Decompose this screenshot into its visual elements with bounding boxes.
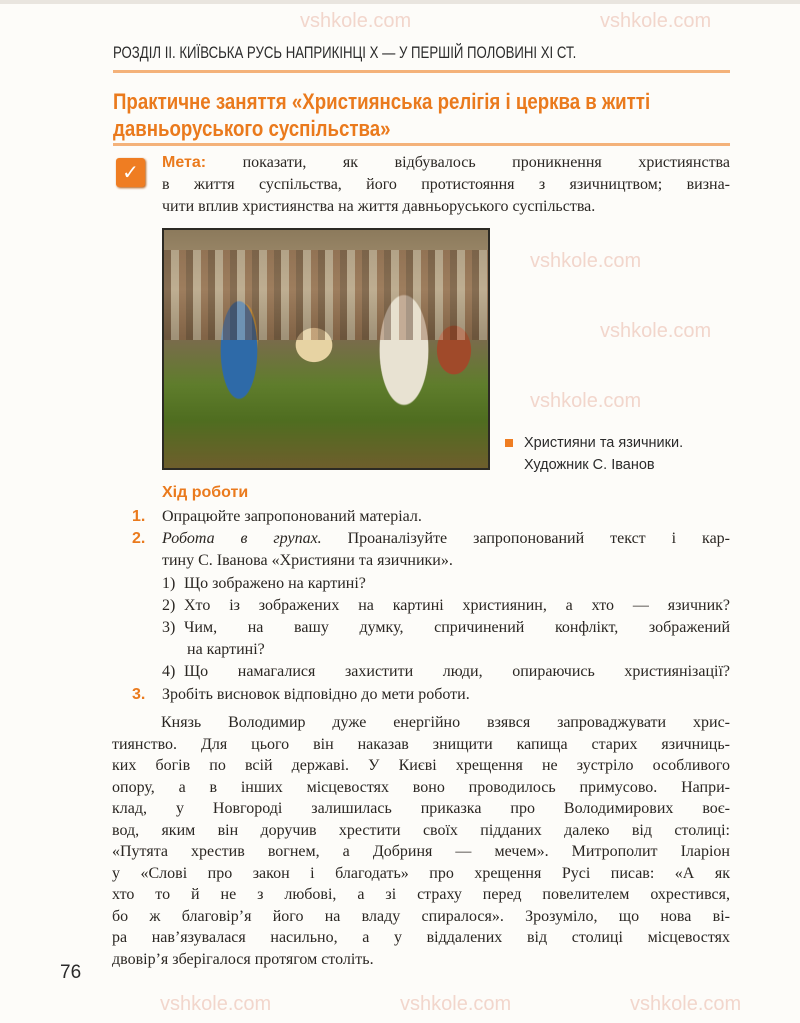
goal-text: чити вплив християнства на життя давньоруського суспільства. <box>162 198 596 215</box>
paragraph-line: ких богів по всій державі. У Києві хрещення не зустріло особливого <box>112 757 730 774</box>
step-item <box>132 684 730 706</box>
goal-block <box>162 152 730 218</box>
goal-text: показати, як відбувалось проникнення християнства <box>206 154 730 171</box>
figure-caption <box>505 432 683 476</box>
question-text: на картині? <box>187 641 265 659</box>
question-item <box>132 661 730 683</box>
check-icon: ✓ <box>116 158 145 187</box>
step-text: Опрацюйте запропонований матеріал. <box>162 508 422 525</box>
paragraph-line: хто то й не з любові, а зі страху перед повелителем охрестився, <box>112 886 730 903</box>
step-item <box>132 506 730 528</box>
question-number: 1) <box>162 574 176 592</box>
page-title <box>113 88 727 142</box>
step-text: Проаналізуйте запропонований текст і кар- <box>321 530 731 548</box>
paragraph-line: тиянство. Для цього він наказав знищити капища старих язичниць- <box>112 735 730 753</box>
step-text: Зробіть висновок відповідно до мети роботи. <box>162 685 470 703</box>
goal-text: в життя суспільства, його протистояння з язичництвом; визна- <box>162 176 730 193</box>
step-text: тину С. Іванова «Християни та язичники». <box>162 552 453 570</box>
paragraph-line: клад, у Новгороді залишилась приказка про Володимирових воє- <box>112 800 730 817</box>
watermark-text: vshkole.com <box>300 10 412 32</box>
paragraph-line: ра нав’язувалася насильно, а у віддалених від столиці місцевостях <box>112 929 730 946</box>
question-text: Що зображено на картині? <box>184 574 366 592</box>
question-number: 2) <box>162 596 176 614</box>
question-item <box>132 573 730 595</box>
section-header: РОЗДІЛ ІІ. КИЇВСЬКА РУСЬ НАПРИКІНЦІ X — У ПЕРШІЙ ПОЛОВИНІ XI СТ. <box>113 44 577 62</box>
caption-line: Художник С. Іванов <box>524 457 655 473</box>
question-number: 3) <box>162 619 176 637</box>
step-number: 2. <box>132 530 146 548</box>
paragraph-line: у «Слові про закон і благодать» про хрещення Русі писав: «А як <box>112 864 730 882</box>
question-text: Чим, на вашу думку, спричинений конфлікт, зображений <box>184 619 730 637</box>
caption-line: Християни та язичники. <box>524 435 684 451</box>
goal-label: Мета: <box>162 154 207 171</box>
watermark-text: vshkole.com <box>600 320 712 342</box>
step-number: 1. <box>132 508 146 525</box>
title-line: Практичне заняття «Християнська релігія і церква в житті <box>113 89 651 114</box>
question-item <box>132 617 730 639</box>
watermark-text: vshkole.com <box>630 993 742 1015</box>
step-italic: Робота в групах. <box>162 530 322 548</box>
top-bar <box>0 0 800 4</box>
work-steps <box>132 506 730 706</box>
divider <box>113 70 730 73</box>
question-item <box>132 595 730 617</box>
question-text: Що намагалися захистити люди, опираючись християнізації? <box>184 663 730 681</box>
body-paragraph <box>112 712 730 970</box>
watermark-text: vshkole.com <box>530 390 642 412</box>
title-line: давньоруського суспільства» <box>113 116 391 141</box>
step-number: 3. <box>132 685 146 703</box>
watermark-text: vshkole.com <box>600 10 712 32</box>
watermark-text: vshkole.com <box>530 250 642 272</box>
step-item <box>132 528 730 550</box>
paragraph-line: «Путята хрестив вогнем, а Добриня — мечем». Митрополит Іларіон <box>112 843 730 860</box>
page-number: 76 <box>60 962 82 983</box>
paragraph-line: вод, яким він доручив хрестити своїх підданих далеко від столиці: <box>112 821 730 839</box>
square-bullet-icon <box>505 439 513 447</box>
divider <box>113 143 730 146</box>
watermark-text: vshkole.com <box>160 993 272 1015</box>
question-number: 4) <box>162 663 176 681</box>
work-heading: Хід роботи <box>162 484 249 501</box>
paragraph-line: бо ж благовір’я його на владу спиралося». Зрозуміло, що нова ві- <box>112 907 730 925</box>
paragraph-line: Князь Володимир дуже енергійно взявся запроваджувати хрис- <box>161 714 730 731</box>
paragraph-line: двовір’я зберігалося протягом століть. <box>112 950 374 968</box>
watermark-text: vshkole.com <box>400 993 512 1015</box>
question-text: Хто із зображених на картині християнин, а хто — язичник? <box>184 596 730 614</box>
paragraph-line: опору, а в інших місцевостях воно проводилось примусово. Напри- <box>112 778 730 796</box>
painting-image <box>162 228 490 470</box>
